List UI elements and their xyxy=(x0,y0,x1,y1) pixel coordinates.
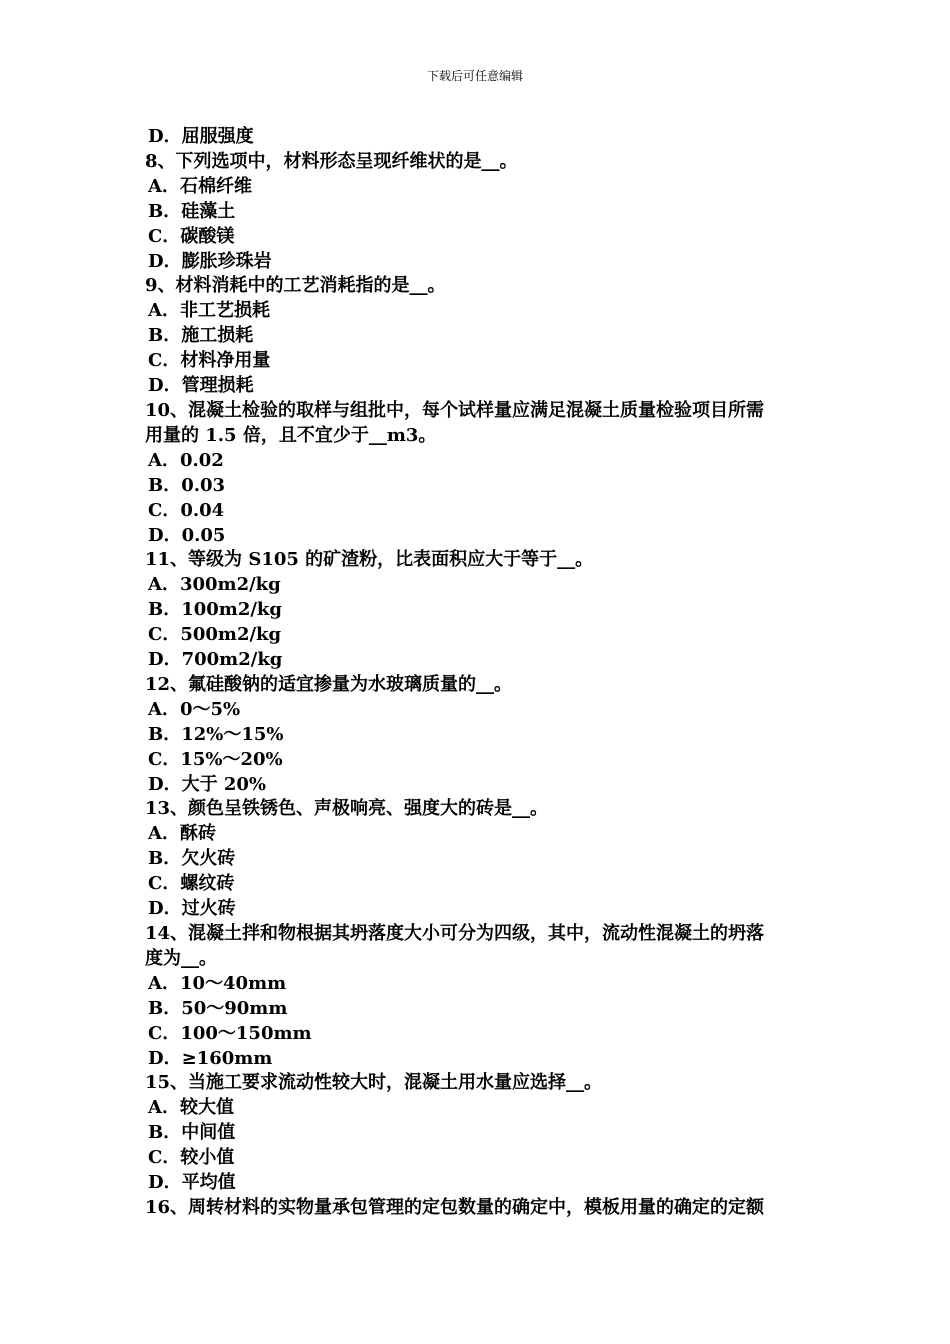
answer-option: D．膨胀珍珠岩 xyxy=(148,250,272,272)
answer-option: D．平均值 xyxy=(148,1172,236,1194)
answer-option: D．0.05 xyxy=(148,524,226,546)
question-text-line: 11、等级为 S105 的矿渣粉，比表面积应大于等于__。 xyxy=(145,549,594,571)
answer-option: C．较小值 xyxy=(148,1147,235,1169)
question-text-line: 16、周转材料的实物量承包管理的定包数量的确定中，模板用量的确定的定额 xyxy=(145,1196,765,1218)
question-text-line: 用量的 1.5 倍，且不宜少于__m3。 xyxy=(145,424,437,446)
answer-option: D．700m2/kg xyxy=(148,649,283,671)
answer-option: B．中间值 xyxy=(148,1122,236,1144)
answer-option: B．硅藻土 xyxy=(148,200,236,222)
answer-option: C．500m2/kg xyxy=(148,624,282,646)
answer-option: C．碳酸镁 xyxy=(148,225,235,247)
answer-option: A．10～40mm xyxy=(148,972,287,994)
page-header: 下载后可任意编辑 xyxy=(426,69,523,83)
question-text-line: 13、颜色呈铁锈色、声极响亮、强度大的砖是__。 xyxy=(145,798,549,820)
answer-option: A．0～5% xyxy=(148,698,241,720)
question-text-line: 9、材料消耗中的工艺消耗指的是__。 xyxy=(145,275,446,297)
question-text-line: 12、氟硅酸钠的适宜掺量为水玻璃质量的__。 xyxy=(145,673,513,695)
document-body xyxy=(145,125,815,1221)
answer-option: B．欠火砖 xyxy=(148,848,236,870)
answer-option: D．过火砖 xyxy=(148,898,236,920)
answer-option: C．15%～20% xyxy=(148,748,283,770)
answer-option: A．酥砖 xyxy=(148,823,216,845)
question-text-line: 度为__。 xyxy=(145,947,217,969)
answer-option: D．大于 20% xyxy=(148,773,267,795)
answer-option: C．螺纹砖 xyxy=(148,873,235,895)
answer-option: A．石棉纤维 xyxy=(148,175,252,197)
question-text-line: 10、混凝土检验的取样与组批中，每个试样量应满足混凝土质量检验项目所需 xyxy=(145,399,765,421)
answer-option: C．0.04 xyxy=(148,499,225,521)
answer-option: D．屈服强度 xyxy=(148,126,254,147)
answer-option: A．0.02 xyxy=(148,449,224,471)
answer-option: B．12%～15% xyxy=(148,723,284,745)
question-text-line: 8、下列选项中，材料形态呈现纤维状的是__。 xyxy=(145,150,518,172)
answer-option: B．50～90mm xyxy=(148,997,288,1019)
answer-option: A．较大值 xyxy=(148,1097,234,1119)
answer-option: C．材料净用量 xyxy=(148,350,271,372)
answer-option: C．100～150mm xyxy=(148,1022,312,1044)
answer-option: B．施工损耗 xyxy=(148,325,254,347)
answer-option: D．管理损耗 xyxy=(148,375,254,397)
question-text-line: 14、混凝土拌和物根据其坍落度大小可分为四级，其中，流动性混凝土的坍落 xyxy=(145,923,765,944)
question-text-line: 15、当施工要求流动性较大时，混凝土用水量应选择__。 xyxy=(145,1072,603,1094)
answer-option: B．0.03 xyxy=(148,474,226,496)
answer-option: A．300m2/kg xyxy=(148,574,281,596)
answer-option: A．非工艺损耗 xyxy=(148,300,270,322)
answer-option: B．100m2/kg xyxy=(148,599,282,621)
answer-option: D．≥160mm xyxy=(148,1047,273,1069)
